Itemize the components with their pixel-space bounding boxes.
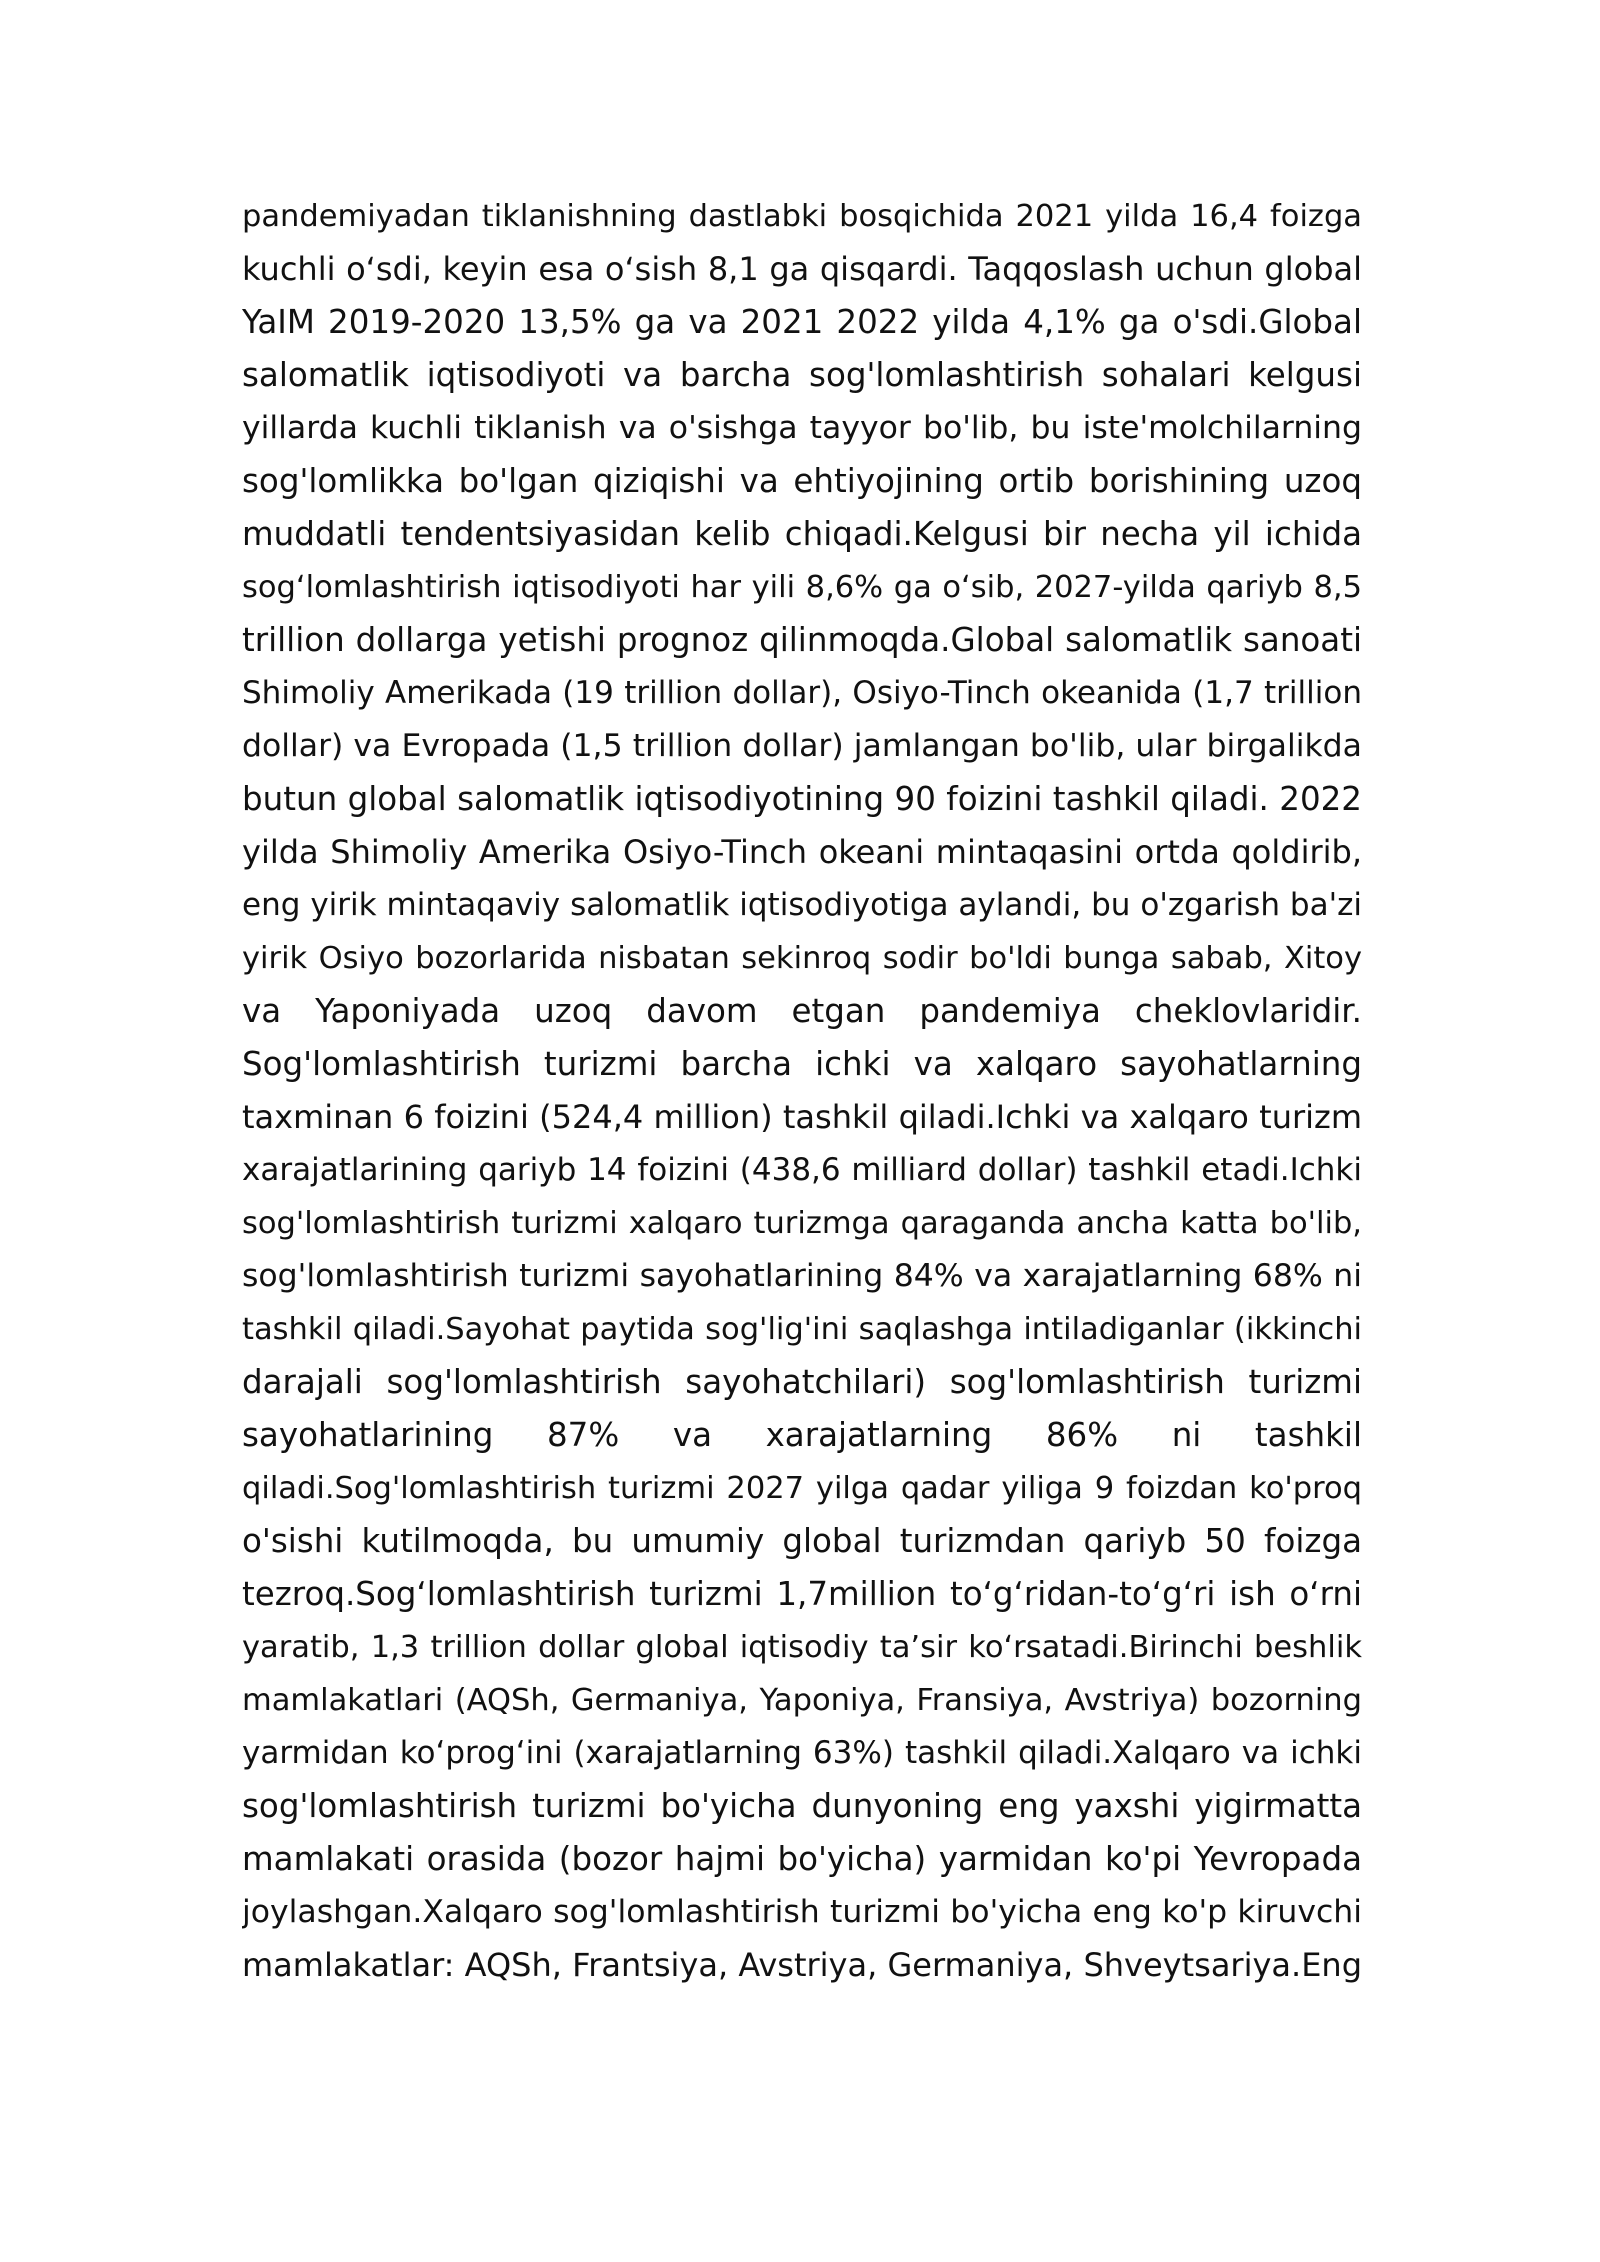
text-line: mamlakatlar: AQSh, Frantsiya, Avstriya, Germaniya, Shveytsariya.Eng xyxy=(242,1946,1362,1984)
text-line: dollar) va Evropada (1,5 trillion dollar) jamlangan bo'lib, ular birgalikda xyxy=(242,728,1362,764)
text-line: qiladi.Sog'lomlashtirish turizmi 2027 yilga qadar yiliga 9 foizdan ko'proq xyxy=(242,1471,1362,1506)
text-line: tezroq.Sogʻlomlashtirish turizmi 1,7million toʻgʻridan-toʻgʻri ish oʻrni xyxy=(242,1575,1362,1613)
body-text xyxy=(242,190,1362,1992)
text-line: sog'lomlikka bo'lgan qiziqishi va ehtiyojining ortib borishining uzoq xyxy=(242,462,1362,500)
text-line: xarajatlarining qariyb 14 foizini (438,6 milliard dollar) tashkil etadi.Ichki xyxy=(242,1152,1362,1188)
text-line: Shimoliy Amerikada (19 trillion dollar), Osiyo-Tinch okeanida (1,7 trillion xyxy=(242,675,1362,711)
text-line: trillion dollarga yetishi prognoz qilinmoqda.Global salomatlik sanoati xyxy=(242,621,1362,659)
text-line: YaIM 2019-2020 13,5% ga va 2021 2022 yilda 4,1% ga o'sdi.Global xyxy=(242,303,1362,341)
text-line: Sog'lomlashtirish turizmi barcha ichki va xalqaro sayohatlarning xyxy=(242,1045,1362,1083)
text-line: yaratib, 1,3 trillion dollar global iqtisodiy taʼsir koʻrsatadi.Birinchi beshlik xyxy=(242,1630,1362,1665)
text-line: tashkil qiladi.Sayohat paytida sog'lig'ini saqlashga intiladiganlar (ikkinchi xyxy=(242,1312,1362,1347)
text-line: mamlakatlari (AQSh, Germaniya, Yaponiya, Fransiya, Avstriya) bozorning xyxy=(242,1683,1362,1718)
text-line: salomatlik iqtisodiyoti va barcha sog'lomlashtirish sohalari kelgusi xyxy=(242,356,1362,394)
text-line: sog'lomlashtirish turizmi bo'yicha dunyoning eng yaxshi yigirmatta xyxy=(242,1787,1362,1825)
text-line: yirik Osiyo bozorlarida nisbatan sekinroq sodir bo'ldi bunga sabab, Xitoy xyxy=(242,941,1362,976)
text-line: darajali sog'lomlashtirish sayohatchilari) sog'lomlashtirish turizmi xyxy=(242,1363,1362,1401)
text-line: pandemiyadan tiklanishning dastlabki bosqichida 2021 yilda 16,4 foizga xyxy=(242,199,1362,234)
text-line: sog'lomlashtirish turizmi xalqaro turizmga qaraganda ancha katta bo'lib, xyxy=(242,1206,1362,1241)
text-line: joylashgan.Xalqaro sog'lomlashtirish turizmi bo'yicha eng ko'p kiruvchi xyxy=(242,1894,1362,1930)
text-line: eng yirik mintaqaviy salomatlik iqtisodiyotiga aylandi, bu o'zgarish ba'zi xyxy=(242,887,1362,923)
text-line: butun global salomatlik iqtisodiyotining 90 foizini tashkil qiladi. 2022 xyxy=(242,780,1362,818)
text-line: muddatli tendentsiyasidan kelib chiqadi.Kelgusi bir necha yil ichida xyxy=(242,515,1362,553)
text-line: taxminan 6 foizini (524,4 million) tashkil qiladi.Ichki va xalqaro turizm xyxy=(242,1098,1362,1136)
text-line: kuchli oʻsdi, keyin esa oʻsish 8,1 ga qisqardi. Taqqoslash uchun global xyxy=(242,250,1362,288)
text-line: va Yaponiyada uzoq davom etgan pandemiya cheklovlaridir. xyxy=(242,992,1362,1030)
text-line: yarmidan koʻprogʻini (xarajatlarning 63%) tashkil qiladi.Xalqaro va ichki xyxy=(242,1735,1362,1771)
text-line: yilda Shimoliy Amerika Osiyo-Tinch okeani mintaqasini ortda qoldirib, xyxy=(242,833,1362,871)
text-line: yillarda kuchli tiklanish va o'sishga tayyor bo'lib, bu iste'molchilarning xyxy=(242,410,1362,446)
text-line: sog'lomlashtirish turizmi sayohatlarining 84% va xarajatlarning 68% ni xyxy=(242,1258,1362,1294)
text-line: mamlakati orasida (bozor hajmi bo'yicha) yarmidan ko'pi Yevropada xyxy=(242,1840,1362,1878)
text-line: sogʻlomlashtirish iqtisodiyoti har yili 8,6% ga oʻsib, 2027-yilda qariyb 8,5 xyxy=(242,570,1362,605)
text-line: sayohatlarining 87% va xarajatlarning 86% ni tashkil xyxy=(242,1416,1362,1454)
text-line: o'sishi kutilmoqda, bu umumiy global turizmdan qariyb 50 foizga xyxy=(242,1522,1362,1560)
